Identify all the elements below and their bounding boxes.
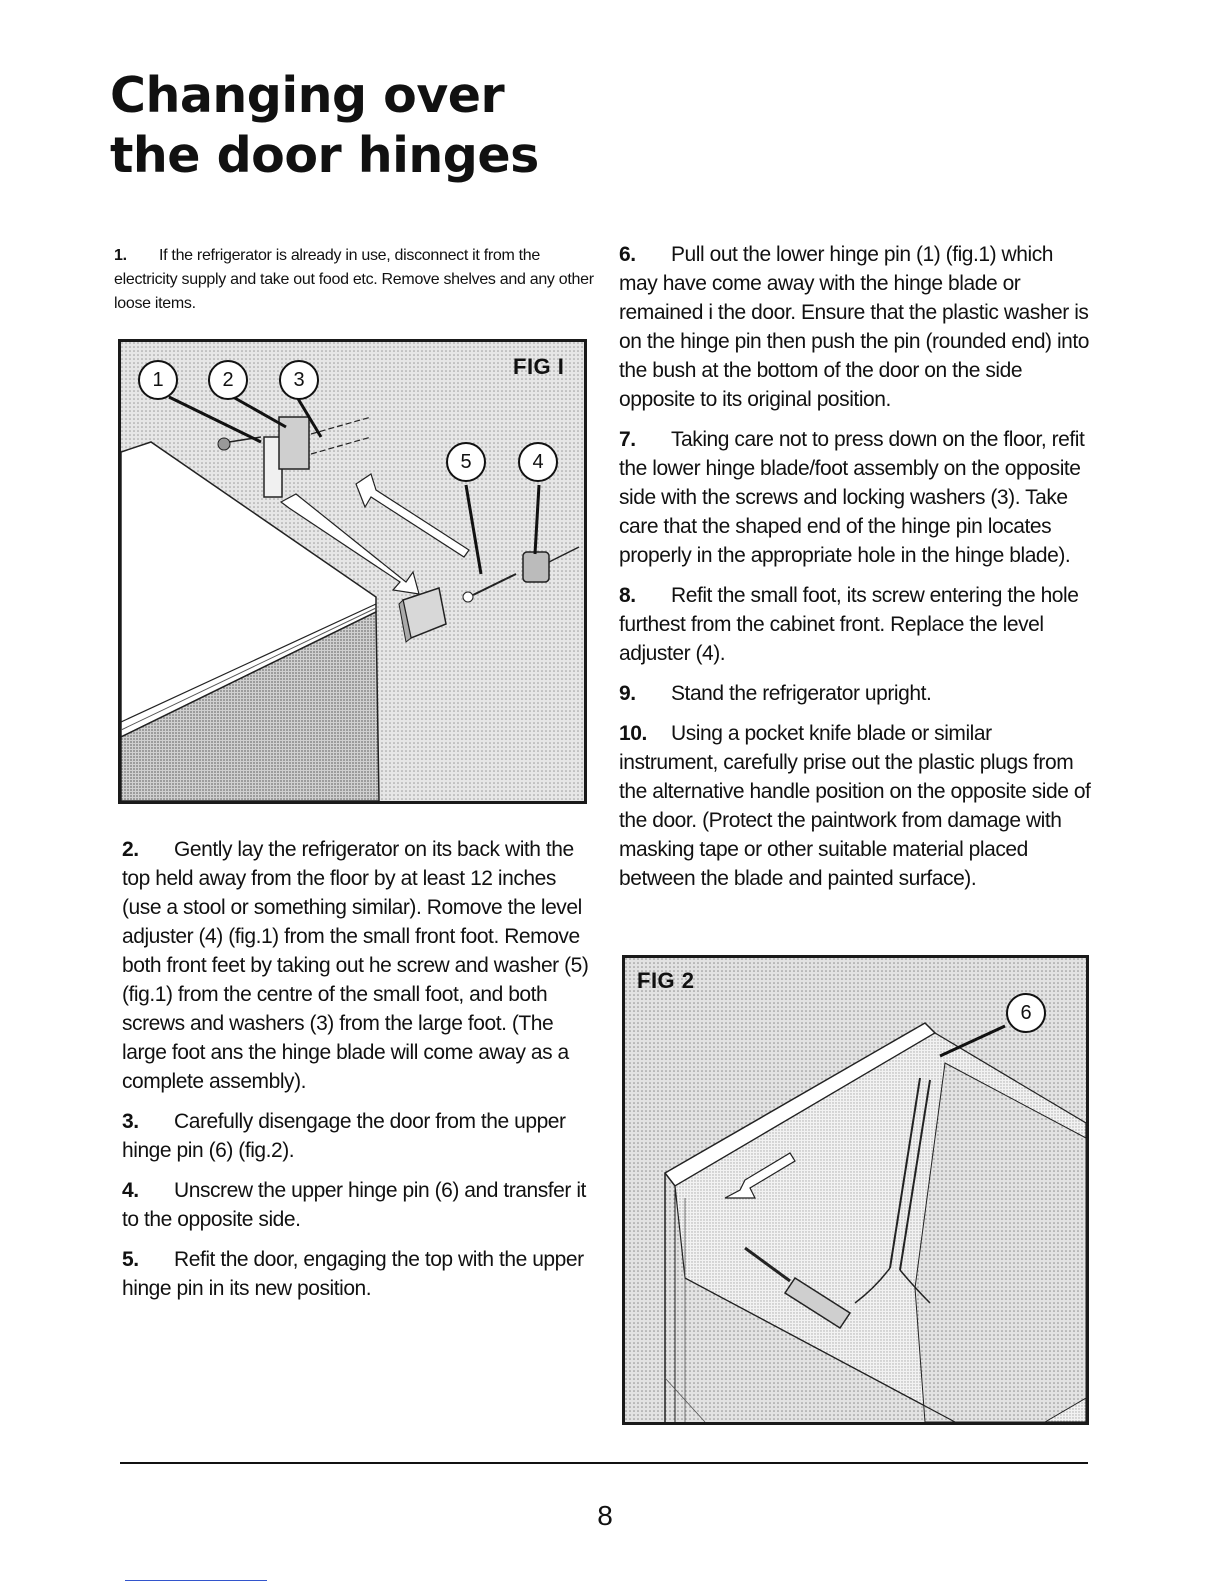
step-9 <box>619 679 1094 708</box>
step-text: Refit the door, engaging the top with the upper hinge pin in its new position. <box>122 1248 584 1300</box>
step-8 <box>619 581 1094 668</box>
step-number: 10. <box>619 722 647 745</box>
step-text: Using a pocket knife blade or similar instrument, carefully prise out the plastic plugs from the alternative handle position on the opposite side of the door. (Protect the paintwork from damage with masking tape or other suitable material placed between the blade and painted surface). <box>619 722 1091 890</box>
page-number: 8 <box>597 1500 613 1531</box>
fig-1-callout-2: 2 <box>208 360 248 400</box>
step-text: Pull out the lower hinge pin (1) (fig.1) which may have come away with the hinge blade or remained i the door. Ensure that the plastic washer is on the hinge pin then push the pin (rounded end) into the bush at the bottom of the door on the side opposite to its original position. <box>619 243 1090 411</box>
fig-1-callout-4: 4 <box>518 442 558 482</box>
step-7 <box>619 425 1094 570</box>
step-10 <box>619 719 1094 893</box>
fig-1-illustration <box>121 342 584 801</box>
step-3 <box>122 1107 598 1165</box>
step-number: 9. <box>619 682 636 705</box>
step-1 <box>114 244 594 316</box>
step-number: 1. <box>114 247 127 264</box>
step-number: 3. <box>122 1110 139 1133</box>
fig-1-callout-1: 1 <box>138 360 178 400</box>
step-number: 7. <box>619 428 636 451</box>
fig-1-callout-3: 3 <box>279 360 319 400</box>
step-4 <box>122 1176 598 1234</box>
step-text: Carefully disengage the door from the upper hinge pin (6) (fig.2). <box>122 1110 566 1162</box>
right-steps <box>619 240 1094 904</box>
left-steps <box>122 835 598 1314</box>
step-text: Stand the refrigerator upright. <box>671 682 932 705</box>
title-line-2: the door hinges <box>110 127 539 184</box>
step-number: 2. <box>122 838 139 861</box>
step-text: Gently lay the refrigerator on its back with the top held away from the floor by at least 12 inches (use a stool or something similar). Romove the level adjuster (4) (fig.1) from the small front foot. Remove both front feet by taking out he screw and washer (5) (fig.1) from the centre of the small foot, and both screws and washers (3) from the large foot. (The large foot ans the hinge blade will come away as a complete assembly). <box>122 838 589 1093</box>
step-number: 8. <box>619 584 636 607</box>
step-text: Refit the small foot, its screw entering the hole furthest from the cabinet front. Replace the level adjuster (4). <box>619 584 1079 665</box>
figure-1 <box>118 339 587 804</box>
step-text: Taking care not to press down on the floor, refit the lower hinge blade/foot assembly on the opposite side with the screws and locking washers (3). Take care that the shaped end of the hinge pin locates properly in the appropriate hole in the hinge blade). <box>619 428 1085 567</box>
step-text: If the refrigerator is already in use, disconnect it from the electricity supply and take out food etc. Remove shelves and any other loose items. <box>114 247 594 312</box>
footer-rule <box>120 1462 1088 1464</box>
fig-1-callout-5: 5 <box>446 442 486 482</box>
fig-2-label: FIG 2 <box>637 968 695 993</box>
step-5 <box>122 1245 598 1303</box>
figure-2 <box>622 955 1089 1425</box>
fig-2-callout-6: 6 <box>1006 993 1046 1033</box>
step-text: Unscrew the upper hinge pin (6) and transfer it to the opposite side. <box>122 1179 586 1231</box>
page-title <box>110 66 539 186</box>
title-line-1: Changing over <box>110 67 505 124</box>
step-6 <box>619 240 1094 414</box>
step-1-block <box>114 244 594 327</box>
step-number: 6. <box>619 243 636 266</box>
step-2 <box>122 835 598 1096</box>
fig-1-label: FIG I <box>513 354 565 379</box>
step-number: 5. <box>122 1248 139 1271</box>
footer-link-line <box>125 1580 267 1581</box>
step-number: 4. <box>122 1179 139 1202</box>
